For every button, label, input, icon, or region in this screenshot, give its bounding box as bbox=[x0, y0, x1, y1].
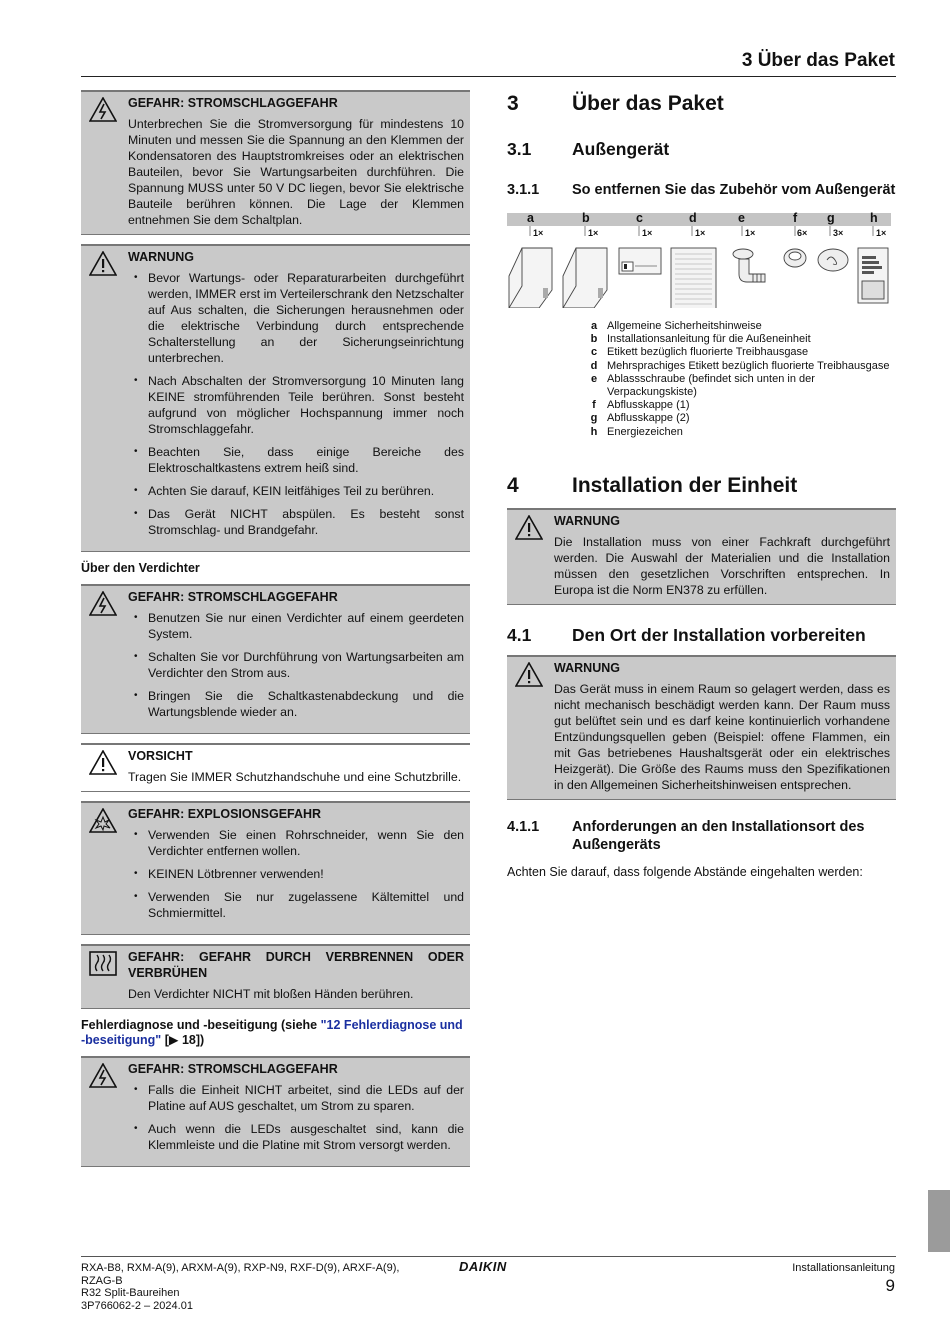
electric-hazard-icon bbox=[89, 1063, 117, 1088]
label-c-drawing bbox=[619, 248, 661, 274]
drain-cap-f-drawing bbox=[784, 249, 806, 267]
page-header-title: 3 Über das Paket bbox=[741, 50, 895, 71]
accessories-legend bbox=[584, 320, 896, 439]
accessory-quantity: 6× bbox=[797, 228, 808, 238]
accessory-quantity: 1× bbox=[642, 228, 653, 238]
legend-key: e bbox=[590, 372, 598, 385]
warning-box-location bbox=[507, 655, 896, 800]
list-item: • Beachten Sie, dass einige Bereiche des Elektroschaltkastens extrem heiß sind. bbox=[128, 444, 464, 476]
section-number: 4 bbox=[507, 473, 519, 497]
box-title: VORSICHT bbox=[128, 749, 193, 763]
legend-key: a bbox=[590, 320, 598, 332]
troubleshooting-link[interactable]: "12 Fehlerdiagnose und -beseitigung" bbox=[81, 1018, 463, 1047]
legend-row bbox=[584, 399, 896, 412]
accessory-quantity: 1× bbox=[876, 228, 887, 238]
section-heading-3 bbox=[507, 92, 896, 116]
legend-key: f bbox=[592, 399, 596, 412]
accessory-quantity: 3× bbox=[833, 228, 844, 238]
footer-divider bbox=[81, 1256, 896, 1257]
manual-b-drawing bbox=[563, 248, 607, 308]
section-heading-4-1 bbox=[507, 625, 896, 646]
accessory-letter: f bbox=[793, 211, 798, 225]
section-number: 3.1.1 bbox=[507, 182, 540, 198]
box-title: WARNUNG bbox=[554, 513, 620, 528]
section-number: 4.1.1 bbox=[507, 818, 540, 835]
legend-row bbox=[584, 333, 896, 346]
box-body: Unterbrechen Sie die Stromversorgung für mindestens 10 Minuten und messen Sie die Spannung an den Klemmen der Kondensatoren des Hauptstromkreises oder an elektrischen Bauteilen, bevor Sie Wartungsarbeiten durchführen. Die Spannung MUSS unter 50 V DC liegen, bevor Sie elektrische Bauteile berühren können. Die Lage der Klemmen entnehmen Sie dem Schaltplan. bbox=[128, 117, 464, 227]
danger-burn-box bbox=[81, 944, 470, 1009]
box-body: Das Gerät muss in einem Raum so gelagert werden, dass es nicht mechanisch beschädigt werden kann. Der Raum muss gut belüftet sein und es darf keine kontinuierlich vorhandene Entzündungsquellen geben (Beispiel: offene Flammen, ein mit Gas betriebenes Haushaltsgerät oder ein elektrisches Heizgerät). Die Größe des Raums muss den Spezifikationen in den Allgemeinen Sicherheitshinweisen entsprechen. bbox=[554, 681, 890, 792]
list-item: • Achten Sie darauf, KEIN leitfähiges Teil zu berühren. bbox=[128, 483, 464, 499]
section-title: Außengerät bbox=[572, 139, 670, 159]
legend-text: Ablassschraube (befindet sich unten in der Verpackungskiste) bbox=[607, 372, 815, 399]
subheading-suffix: [▶ 18]) bbox=[161, 1033, 205, 1047]
subheading-compressor: Über den Verdichter bbox=[81, 561, 200, 575]
legend-row bbox=[584, 373, 896, 399]
legend-key: b bbox=[590, 333, 598, 346]
accessories-illustration bbox=[507, 213, 891, 308]
caution-box bbox=[81, 743, 470, 792]
accessory-quantity: 1× bbox=[533, 228, 544, 238]
list-item: • Schalten Sie vor Durchführung von Wartungsarbeiten am Verdichter den Strom aus. bbox=[128, 649, 464, 681]
legend-row bbox=[584, 320, 896, 333]
list-item: • Verwenden Sie einen Rohrschneider, wenn Sie den Verdichter entfernen wollen. bbox=[128, 827, 464, 859]
footer-doc-type: Installationsanleitung bbox=[792, 1262, 895, 1274]
accessory-letter: b bbox=[582, 211, 590, 225]
box-body: Tragen Sie IMMER Schutzhandschuhe und eine Schutzbrille. bbox=[128, 770, 462, 784]
chapter-side-tab bbox=[928, 1190, 950, 1252]
box-title: GEFAHR: STROMSCHLAGGEFAHR bbox=[128, 96, 338, 110]
legend-text: Installationsanleitung für die Außeneinheit bbox=[607, 333, 811, 346]
subheading-troubleshooting bbox=[81, 1018, 470, 1047]
accessories-drawings bbox=[507, 226, 891, 308]
legend-row bbox=[584, 426, 896, 439]
accessory-letter: e bbox=[738, 211, 745, 225]
legend-row bbox=[584, 360, 896, 373]
explosion-hazard-icon bbox=[89, 808, 117, 833]
legend-key: g bbox=[590, 412, 598, 425]
danger-electric-box-1 bbox=[81, 90, 470, 235]
warning-icon bbox=[515, 515, 543, 540]
hot-surface-icon bbox=[89, 951, 117, 976]
footer-series: R32 Split-Baureihen bbox=[81, 1287, 180, 1299]
legend-key: h bbox=[590, 425, 598, 438]
drain-plug-e-drawing bbox=[733, 249, 765, 282]
accessory-letter: c bbox=[636, 211, 643, 225]
electric-hazard-icon bbox=[89, 97, 117, 122]
section-number: 3.1 bbox=[507, 139, 532, 159]
legend-key: c bbox=[590, 346, 598, 359]
legend-row bbox=[584, 412, 896, 425]
accessory-letter: h bbox=[870, 211, 878, 225]
box-title: GEFAHR: GEFAHR DURCH VERBRENNEN ODER VERBRÜHEN bbox=[128, 950, 464, 980]
danger-list bbox=[128, 1082, 464, 1153]
manual-a-drawing bbox=[509, 248, 552, 308]
warning-icon bbox=[89, 251, 117, 276]
legend-text: Abflusskappe (1) bbox=[607, 399, 690, 412]
legend-text: Energiezeichen bbox=[607, 425, 683, 438]
box-title: GEFAHR: STROMSCHLAGGEFAHR bbox=[128, 1062, 338, 1076]
section-heading-3-1 bbox=[507, 139, 896, 160]
header-divider bbox=[81, 76, 896, 77]
danger-explosion-box bbox=[81, 801, 470, 935]
accessory-quantity: 1× bbox=[588, 228, 599, 238]
body-paragraph: Achten Sie darauf, dass folgende Abstände eingehalten werden: bbox=[507, 864, 863, 879]
left-column bbox=[81, 90, 470, 1176]
warning-list bbox=[128, 270, 464, 538]
section-title: Über das Paket bbox=[572, 92, 724, 115]
footer-models-line-2: RZAG-B bbox=[81, 1274, 123, 1287]
box-title: GEFAHR: STROMSCHLAGGEFAHR bbox=[128, 590, 338, 604]
box-title: WARNUNG bbox=[128, 250, 194, 264]
legend-text: Abflusskappe (2) bbox=[607, 412, 690, 425]
label-d-drawing bbox=[671, 248, 716, 308]
daikin-logo: DAIKIN bbox=[459, 1259, 507, 1274]
danger-list bbox=[128, 610, 464, 720]
box-body: Den Verdichter NICHT mit bloßen Händen berühren. bbox=[128, 987, 414, 1001]
list-item: • Auch wenn die LEDs ausgeschaltet sind, kann die Klemmleiste und die Platine mit Strom versorgt werden. bbox=[128, 1121, 464, 1153]
box-title: GEFAHR: EXPLOSIONSGEFAHR bbox=[128, 807, 322, 821]
caution-icon bbox=[89, 750, 117, 775]
section-heading-4 bbox=[507, 474, 896, 498]
list-item: • Falls die Einheit NICHT arbeitet, sind die LEDs auf der Platine auf AUS geschaltet, um Strom zu sparen. bbox=[128, 1082, 464, 1114]
section-number: 3 bbox=[507, 92, 519, 115]
list-item: • KEINEN Lötbrenner verwenden! bbox=[128, 866, 464, 882]
danger-list bbox=[128, 827, 464, 921]
box-title: WARNUNG bbox=[554, 660, 620, 675]
electric-hazard-icon bbox=[89, 591, 117, 616]
list-item: • Bringen Sie die Schaltkastenabdeckung und die Wartungsblende wieder an. bbox=[128, 688, 464, 720]
legend-text: Etikett bezüglich fluorierte Treibhausgase bbox=[607, 346, 809, 359]
section-title: So entfernen Sie das Zubehör vom Außengerät bbox=[572, 182, 896, 198]
section-heading-3-1-1 bbox=[507, 181, 896, 199]
list-item: • Das Gerät NICHT abspülen. Es besteht sonst Stromschlag- und Brandgefahr. bbox=[128, 506, 464, 538]
danger-electric-box-2 bbox=[81, 584, 470, 734]
section-title: Anforderungen an den Installationsort des Außengeräts bbox=[572, 818, 865, 853]
right-column bbox=[507, 90, 896, 879]
footer-model-info bbox=[81, 1262, 399, 1312]
accessory-quantity: 1× bbox=[695, 228, 706, 238]
accessory-letter: g bbox=[827, 211, 835, 225]
footer-models-line-1: RXA-B8, RXM-A(9), ARXM-A(9), RXP-N9, RXF-D(9), ARXF-A(9), bbox=[81, 1262, 400, 1274]
accessory-letter: a bbox=[527, 211, 534, 225]
list-item: • Bevor Wartungs- oder Reparaturarbeiten durchgeführt werden, IMMER erst im Verteilerschrank den Netzschalter auf Aus schalten, die Sicherungen herausnehmen oder die elektrische Verbindung durch entsprechende Schalterstellung an der Sicherungseinrichtung unterbrechen. bbox=[128, 270, 464, 366]
page-number: 9 bbox=[885, 1276, 895, 1295]
footer-doc-number: 3P766062-2 – 2024.01 bbox=[81, 1299, 193, 1312]
legend-key: d bbox=[590, 359, 598, 372]
drain-cap-g-drawing bbox=[818, 249, 848, 271]
warning-box-1 bbox=[81, 244, 470, 552]
accessory-letter: d bbox=[689, 211, 697, 225]
box-body: Die Installation muss von einer Fachkraft durchgeführt werden. Die Auswahl der Materialien und die Installation müssen den gesetzlichen Vorschriften entsprechen. In Europa ist die Norm EN378 zu erfüllen. bbox=[554, 534, 890, 597]
section-number: 4.1 bbox=[507, 624, 532, 645]
danger-electric-box-3 bbox=[81, 1056, 470, 1167]
accessory-quantity: 1× bbox=[745, 228, 756, 238]
section-title: Den Ort der Installation vorbereiten bbox=[572, 624, 866, 645]
section-heading-4-1-1 bbox=[507, 818, 896, 854]
legend-row bbox=[584, 346, 896, 359]
list-item: • Benutzen Sie nur einen Verdichter auf einem geerdeten System. bbox=[128, 610, 464, 642]
subheading-prefix: Fehlerdiagnose und -beseitigung (siehe bbox=[81, 1018, 321, 1032]
section-title: Installation der Einheit bbox=[572, 473, 798, 497]
energy-label-h-drawing bbox=[858, 248, 888, 303]
warning-box-installation bbox=[507, 508, 896, 605]
legend-text: Allgemeine Sicherheitshinweise bbox=[607, 320, 762, 332]
legend-text: Mehrsprachiges Etikett bezüglich fluorierte Treibhausgase bbox=[607, 359, 890, 372]
list-item: • Verwenden Sie nur zugelassene Kältemittel und Schmiermittel. bbox=[128, 889, 464, 921]
list-item: • Nach Abschalten der Stromversorgung 10 Minuten lang KEINE stromführenden Teile berühren. Sonst besteht aufgrund von möglicher Hochspannung immer noch Stromschlaggefahr. bbox=[128, 373, 464, 437]
warning-icon bbox=[515, 662, 543, 687]
